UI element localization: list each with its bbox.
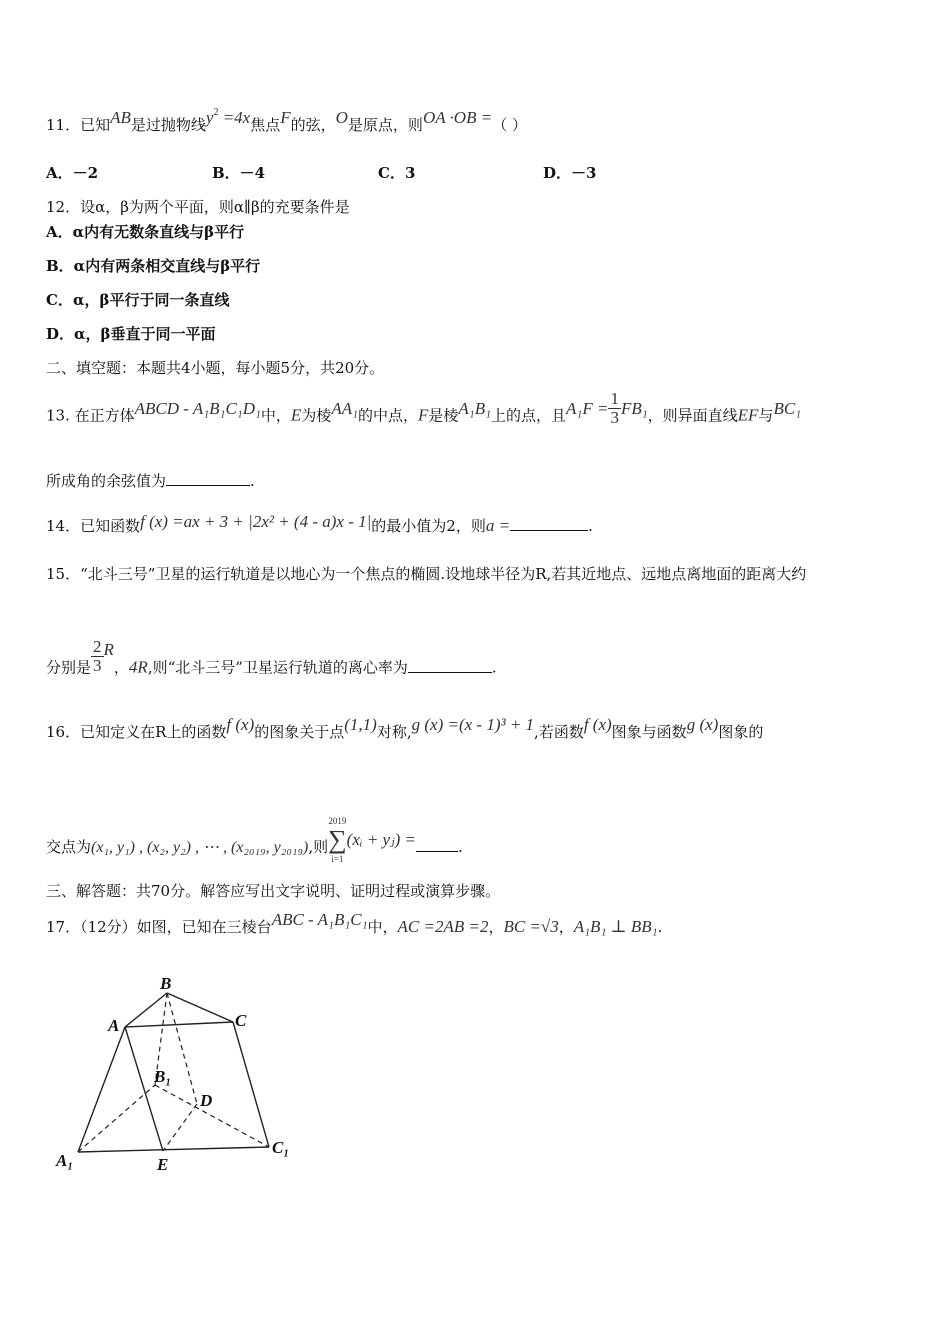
fraction-one-third: $\frac{1}{3}$ [610,389,619,427]
fraction-two-thirds: $\frac{2}{3}$ [93,637,102,675]
math-function-f: f (x) =ax + 3 + |2x² + (4 - a)x - 1| [140,512,372,531]
label-a1: A₁ [56,1151,74,1170]
answer-blank[interactable] [416,851,458,852]
q12-stem: 12．设α，β为两个平面，则α∥β的充要条件是 [46,198,350,216]
section-2-heading: 二、填空题：本题共4小题，每小题5分，共20分。 [46,359,385,377]
q11-option-d: D．－3 [543,164,597,182]
label-d: D [200,1091,213,1110]
edge-aa1 [78,1027,125,1152]
label-c: C [235,1011,247,1030]
q13-stem: 13. 在正方体ABCD - A₁B₁C₁D₁中，E为棱AA₁的中点，F是棱A₁B₁上的点，且A₁F = $\frac{1}{3}$ FB₁，则异面直线EF与BC₁ [46,389,802,427]
frustum-figure [50,968,310,1178]
math-dot-product: OA ·OB = [422,108,493,127]
label-e: E [157,1155,169,1174]
label-b1: B₁ [154,1067,172,1086]
q11-option-a: A．－2 [46,164,99,182]
q12-option-b: B．α内有两条相交直线与β平行 [46,257,261,275]
q11-option-c: C．3 [378,164,416,182]
q16-line1: 16．已知定义在R上的函数f (x)的图象关于点(1,1)对称,g (x) =(x - 1)³ + 1,若函数f (x)图象与函数g (x)图象的 [46,715,764,741]
q12-option-c: C．α，β平行于同一条直线 [46,291,230,309]
edge-ae [125,1027,163,1151]
summation: 2019 ∑ i=1 [328,816,347,864]
q11-option-b: B．－4 [212,164,266,182]
edge-de [163,1104,197,1151]
q15-line1: 15．“北斗三号”卫星的运行轨道是以地心为一个焦点的椭圆.设地球半径为R,若其近地点、远地点离地面的距离大约 [46,565,807,583]
q11-stem: 11．已知AB是过抛物线$y^2 =4x$焦点F的弦，O是原点，则OA ·OB =（ ） [46,107,527,134]
q12-option-d: D．α，β垂直于同一平面 [46,325,216,343]
answer-blank[interactable] [408,672,492,673]
edge-a1c1 [78,1147,269,1152]
edge-ac [125,1022,233,1027]
q13-line2: 所成角的余弦值为 . [46,472,255,490]
edge-ab [125,993,167,1027]
q15-line2: 分别是 $\frac{2}{3}$ R，4R,则“北斗三号”卫星运行轨道的离心率为 . [46,637,497,677]
edge-a1b1 [78,1085,155,1152]
edge-bd [167,993,197,1104]
section-3-heading: 三、解答题：共70分。解答应写出文字说明、证明过程或演算步骤。 [46,882,501,900]
label-c1: C₁ [272,1138,290,1157]
math-parabola: $y^2 =4x$ [205,107,251,127]
answer-blank[interactable] [510,530,588,531]
math-ab: AB [110,108,131,127]
q12-option-a: A．α内有无数条直线与β平行 [46,223,245,241]
q14-stem: 14．已知函数f (x) =ax + 3 + |2x² + (4 - a)x - 1|的最小值为2，则a = . [46,512,593,535]
answer-blank[interactable] [166,485,250,486]
label-a: A [108,1016,120,1035]
label-b: B [160,974,172,993]
q16-line2: 交点为(x₁, y₁) , (x₂, y₂) , ⋯ , (x₂₀₁₉, y₂₀₁₉),则 2019 ∑ i=1 (xᵢ + yⱼ) = . [46,816,463,864]
edge-cc1 [233,1022,269,1147]
edge-bc [167,993,233,1022]
q17-stem: 17．（12分）如图，已知在三棱台ABC - A₁B₁C₁中，AC =2AB =2，BC =√3，A₁B₁ ⊥ BB₁. [46,910,663,936]
